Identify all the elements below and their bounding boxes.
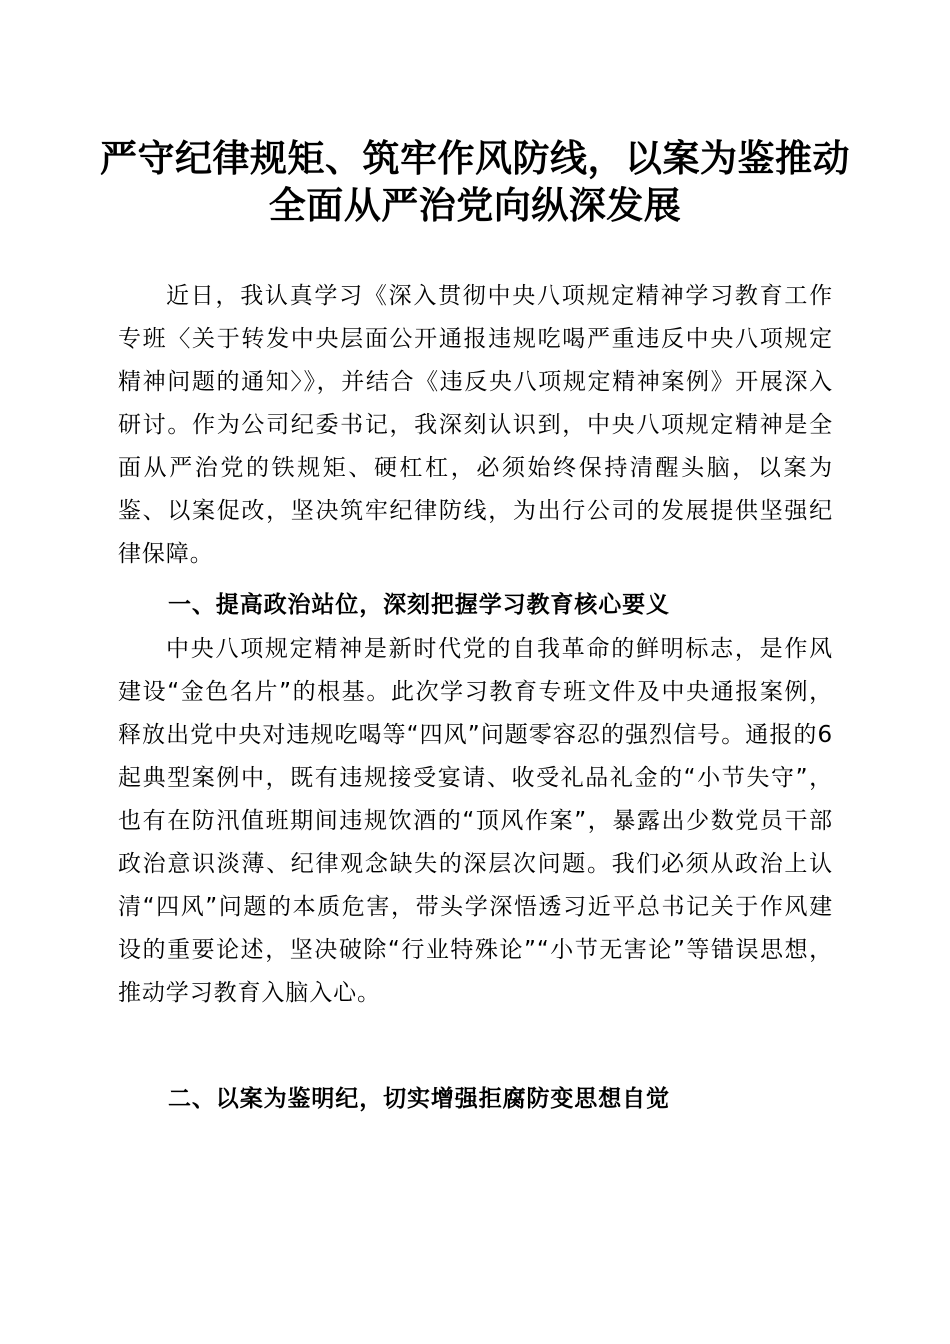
section-heading-1: 一、提高政治站位，深刻把握学习教育核心要义 (168, 592, 670, 618)
paragraph-intro: 近日，我认真学习《深入贯彻中央八项规定精神学习教育工作专班〈关于转发中央层面公开通报违规吃喝严重违反中央八项规定精神问题的通知〉》，并结合《违反央八项规定精神案例》开展深入研讨。作为公司纪委书记，我深刻认识到，中央八项规定精神是全面从严治党的铁规矩、硬杠杠，必须始终保持清醒头脑，以案为鉴、以案促改，坚决筑牢纪律防线，为出行公司的发展提供坚强纪律保障。 (118, 283, 833, 567)
section-heading-2: 二、以案为鉴明纪，切实增强拒腐防变思想自觉 (168, 1086, 670, 1112)
document-title-line-1: 严守纪律规矩、筑牢作风防线，以案为鉴推动 (100, 136, 850, 180)
paragraph-section-1: 中央八项规定精神是新时代党的自我革命的鲜明标志，是作风建设“金色名片”的根基。此次学习教育专班文件及中央通报案例，释放出党中央对违规吃喝等“四风”问题零容忍的强烈信号。通报的6起典型案例中，既有违规接受宴请、收受礼品礼金的“小节失守”，也有在防汛值班期间违规饮酒的“顶风作案”，暴露出少数党员干部政治意识淡薄、纪律观念缺失的深层次问题。我们必须从政治上认清“四风”问题的本质危害，带头学深悟透习近平总书记关于作风建设的重要论述，坚决破除“行业特殊论”“小节无害论”等错误思想，推动学习教育入脑入心。 (118, 636, 833, 1006)
document-title-line-2: 全面从严治党向纵深发展 (268, 183, 682, 227)
